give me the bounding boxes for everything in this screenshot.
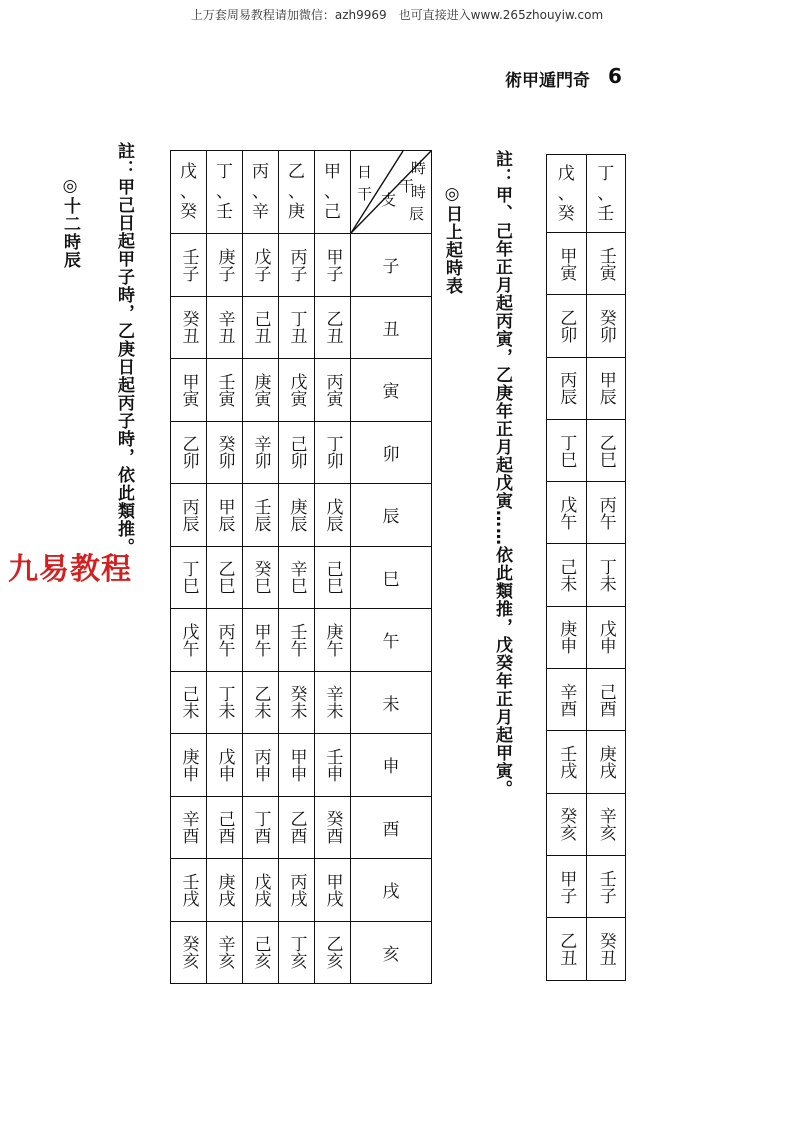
hour-cell [243, 796, 279, 859]
month-cell [586, 357, 626, 419]
corner-label-gan: 干 [399, 177, 415, 195]
month-stem-branch: 丁未 [595, 558, 616, 593]
day-stem-mark: 、 [216, 182, 233, 202]
day-stem-header-cell [279, 151, 315, 234]
month-stem-branch: 戊午 [556, 495, 577, 530]
hour-cell [207, 671, 243, 734]
hour-stem-branch: 乙亥 [322, 935, 343, 970]
corner-label-shi: 時 [411, 159, 427, 177]
hour-cell [279, 859, 315, 922]
month-cell [586, 855, 626, 917]
hour-branch-label: 戌 [382, 882, 400, 903]
section-twelve-title: ◎十二時辰 [60, 176, 80, 269]
month-cell [586, 233, 626, 295]
hour-stem-branch: 戊子 [250, 247, 271, 282]
hour-stem-branch: 辛巳 [286, 560, 307, 595]
hour-cell [243, 734, 279, 797]
hour-stem-branch: 己丑 [250, 310, 271, 345]
hour-cell [315, 609, 351, 672]
month-cell [586, 731, 626, 793]
month-row [547, 855, 626, 917]
month-row [547, 731, 626, 793]
month-stem-branch: 辛亥 [595, 807, 616, 842]
hour-stem-branch: 己亥 [250, 935, 271, 970]
month-cell [586, 482, 626, 544]
month-header-cell [547, 155, 587, 233]
month-stem-branch: 乙丑 [556, 931, 577, 966]
hour-cell [315, 921, 351, 984]
hour-cell [279, 671, 315, 734]
hour-row [171, 609, 432, 672]
month-stem-branch: 甲寅 [556, 246, 577, 281]
hour-cell [171, 484, 207, 547]
month-cell [547, 606, 587, 668]
hour-corner-cell [351, 151, 432, 234]
day-stem-bottom: 壬 [216, 202, 233, 222]
month-cell [547, 918, 587, 980]
hour-stem-branch: 壬寅 [214, 372, 235, 407]
month-cell [586, 606, 626, 668]
day-stem-mark: 、 [324, 182, 341, 202]
hour-cell [207, 609, 243, 672]
hour-cell [207, 796, 243, 859]
hour-stem-branch: 乙未 [250, 685, 271, 720]
month-cell [547, 669, 587, 731]
hour-stem-branch: 丙寅 [322, 372, 343, 407]
hour-stem-branch: 丁亥 [286, 935, 307, 970]
day-stem-top: 丙 [252, 162, 269, 182]
month-cell [586, 419, 626, 481]
hour-label-cell [351, 921, 432, 984]
hour-label-cell [351, 421, 432, 484]
month-cell [586, 669, 626, 731]
hour-stem-branch: 癸卯 [214, 435, 235, 470]
hour-cell [207, 484, 243, 547]
hour-cell [171, 671, 207, 734]
month-cell [586, 793, 626, 855]
day-stem-top: 甲 [324, 162, 341, 182]
hour-cell [207, 296, 243, 359]
note-month: 註：甲、己年正月起丙寅，乙庚年正月起戊寅……依此類推，戊癸年正月起甲寅。 [492, 150, 512, 798]
month-row [547, 357, 626, 419]
day-stem-top: 乙 [288, 162, 305, 182]
month-stem-table [546, 154, 626, 981]
hour-stem-branch: 甲子 [322, 247, 343, 282]
hour-row [171, 859, 432, 922]
day-stem-mark: 、 [180, 182, 197, 202]
hour-cell [171, 921, 207, 984]
running-title: 術甲遁門奇 [505, 71, 590, 91]
hour-cell [279, 921, 315, 984]
hour-stem-branch: 庚午 [322, 622, 343, 657]
corner-label-zhi: 支 [381, 191, 397, 209]
month-stem-branch: 壬寅 [595, 246, 616, 281]
month-cell [547, 793, 587, 855]
month-row [547, 544, 626, 606]
hour-stem-branch: 乙巳 [214, 560, 235, 595]
hour-row [171, 359, 432, 422]
hour-cell [207, 734, 243, 797]
hour-stem-branch: 癸丑 [178, 310, 199, 345]
hour-cell [243, 296, 279, 359]
hour-stem-branch: 壬戌 [178, 872, 199, 907]
month-cell [547, 295, 587, 357]
hour-row [171, 546, 432, 609]
hour-cell [243, 859, 279, 922]
hour-cell [315, 859, 351, 922]
month-header-mark: 、 [597, 183, 615, 204]
hour-cell [207, 359, 243, 422]
hour-cell [171, 296, 207, 359]
hour-stem-branch: 甲辰 [214, 497, 235, 532]
hour-stem-branch: 庚子 [214, 247, 235, 282]
hour-row [171, 296, 432, 359]
hour-branch-label: 寅 [382, 382, 400, 403]
hour-cell [279, 484, 315, 547]
hour-cell [315, 796, 351, 859]
hour-stem-branch: 辛酉 [178, 810, 199, 845]
month-cell [547, 357, 587, 419]
month-cell [586, 295, 626, 357]
month-header-bottom: 癸 [557, 203, 575, 224]
hour-stem-branch: 辛卯 [250, 435, 271, 470]
hour-cell [171, 859, 207, 922]
note-hour: 註：甲己日起甲子時，乙庚日起丙子時，依此類推。 [114, 142, 134, 556]
hour-stem-branch: 甲寅 [178, 372, 199, 407]
header-banner: 上万套周易教程请加微信：azh9969 也可直接进入www.265zhouyiw.com [190, 8, 604, 22]
hour-stem-branch: 己未 [178, 685, 199, 720]
corner-label-shi2: 時 [411, 183, 427, 201]
hour-cell [171, 546, 207, 609]
hour-stem-branch: 丁卯 [322, 435, 343, 470]
hour-stem-branch: 辛亥 [214, 935, 235, 970]
hour-stem-branch: 庚戌 [214, 872, 235, 907]
watermark: 九易教程 [8, 552, 132, 587]
hour-stem-branch: 庚寅 [250, 372, 271, 407]
hour-branch-label: 卯 [382, 444, 400, 465]
hour-cell [171, 234, 207, 297]
hour-branch-label: 巳 [382, 569, 400, 590]
hour-stem-branch: 壬申 [322, 747, 343, 782]
hour-stem-branch: 甲午 [250, 622, 271, 657]
hour-cell [315, 421, 351, 484]
hour-label-cell [351, 609, 432, 672]
month-cell [547, 482, 587, 544]
hour-stem-branch: 戊午 [178, 622, 199, 657]
hour-label-cell [351, 234, 432, 297]
hour-branch-label: 丑 [382, 319, 400, 340]
hour-stem-branch: 癸酉 [322, 810, 343, 845]
hour-cell [171, 359, 207, 422]
hour-stem-branch: 丙午 [214, 622, 235, 657]
hour-row [171, 921, 432, 984]
month-stem-branch: 己酉 [595, 682, 616, 717]
hour-stem-branch: 癸巳 [250, 560, 271, 595]
hour-cell [243, 546, 279, 609]
hour-stem-branch: 癸亥 [178, 935, 199, 970]
month-header-bottom: 壬 [597, 203, 615, 224]
day-hour-table [170, 150, 432, 984]
hour-row [171, 796, 432, 859]
hour-cell [279, 609, 315, 672]
month-row [547, 233, 626, 295]
hour-stem-branch: 丁未 [214, 685, 235, 720]
hour-stem-branch: 庚申 [178, 747, 199, 782]
hour-stem-branch: 辛丑 [214, 310, 235, 345]
month-stem-branch: 癸丑 [595, 931, 616, 966]
month-cell [547, 544, 587, 606]
hour-cell [315, 234, 351, 297]
hour-cell [279, 296, 315, 359]
hour-cell [243, 484, 279, 547]
month-row [547, 669, 626, 731]
hour-branch-label: 亥 [382, 944, 400, 965]
hour-stem-branch: 戊辰 [322, 497, 343, 532]
month-header-mark: 、 [557, 183, 575, 204]
month-stem-branch: 乙巳 [595, 433, 616, 468]
hour-cell [315, 671, 351, 734]
month-stem-branch: 乙卯 [556, 308, 577, 343]
hour-stem-branch: 戊寅 [286, 372, 307, 407]
hour-branch-label: 辰 [382, 507, 400, 528]
day-stem-header-cell [171, 151, 207, 234]
hour-label-cell [351, 359, 432, 422]
hour-branch-label: 申 [382, 757, 400, 778]
hour-row [171, 484, 432, 547]
month-row [547, 295, 626, 357]
hour-cell [171, 609, 207, 672]
hour-branch-label: 酉 [382, 819, 400, 840]
day-stem-top: 丁 [216, 162, 233, 182]
hour-cell [171, 421, 207, 484]
hour-stem-branch: 己卯 [286, 435, 307, 470]
month-row [547, 793, 626, 855]
hour-cell [315, 734, 351, 797]
day-stem-mark: 、 [252, 182, 269, 202]
month-header-top: 戊 [557, 163, 575, 184]
hour-cell [207, 859, 243, 922]
hour-label-cell [351, 796, 432, 859]
hour-row [171, 671, 432, 734]
hour-cell [243, 359, 279, 422]
hour-cell [315, 546, 351, 609]
hour-stem-branch: 乙卯 [178, 435, 199, 470]
hour-cell [315, 359, 351, 422]
section-day-title: ◎日上起時表 [442, 184, 462, 295]
month-stem-branch: 己未 [556, 558, 577, 593]
day-stem-bottom: 己 [324, 202, 341, 222]
hour-row [171, 734, 432, 797]
hour-stem-branch: 甲戌 [322, 872, 343, 907]
hour-cell [171, 734, 207, 797]
hour-cell [279, 796, 315, 859]
hour-stem-branch: 乙丑 [322, 310, 343, 345]
hour-label-cell [351, 484, 432, 547]
month-stem-branch: 壬子 [595, 869, 616, 904]
hour-branch-label: 午 [382, 632, 400, 653]
hour-cell [315, 296, 351, 359]
month-row [547, 482, 626, 544]
hour-stem-branch: 庚辰 [286, 497, 307, 532]
hour-stem-branch: 丙戌 [286, 872, 307, 907]
hour-cell [243, 234, 279, 297]
month-stem-branch: 丙辰 [556, 371, 577, 406]
hour-branch-label: 子 [382, 257, 400, 278]
hour-cell [207, 921, 243, 984]
hour-cell [243, 671, 279, 734]
month-stem-branch: 庚戌 [595, 745, 616, 780]
month-stem-branch: 癸亥 [556, 807, 577, 842]
hour-stem-branch: 己酉 [214, 810, 235, 845]
hour-stem-branch: 壬午 [286, 622, 307, 657]
hour-stem-branch: 丁酉 [250, 810, 271, 845]
day-stem-mark: 、 [288, 182, 305, 202]
corner-label-chen: 辰 [409, 205, 425, 223]
month-stem-branch: 丁巳 [556, 433, 577, 468]
hour-label-cell [351, 671, 432, 734]
hour-cell [207, 234, 243, 297]
hour-stem-branch: 丙辰 [178, 497, 199, 532]
hour-stem-branch: 乙酉 [286, 810, 307, 845]
month-stem-branch: 丙午 [595, 495, 616, 530]
hour-cell [171, 796, 207, 859]
hour-cell [279, 734, 315, 797]
hour-stem-branch: 戊申 [214, 747, 235, 782]
hour-label-cell [351, 734, 432, 797]
day-stem-header-cell [315, 151, 351, 234]
hour-cell [207, 421, 243, 484]
month-stem-branch: 癸卯 [595, 308, 616, 343]
month-cell [547, 731, 587, 793]
page-number: 6 [608, 64, 622, 88]
month-stem-branch: 戊申 [595, 620, 616, 655]
day-stem-bottom: 癸 [180, 202, 197, 222]
hour-stem-branch: 壬子 [178, 247, 199, 282]
hour-cell [279, 546, 315, 609]
hour-header-row [171, 151, 432, 234]
hour-stem-branch: 辛未 [322, 685, 343, 720]
hour-branch-label: 未 [382, 694, 400, 715]
month-stem-branch: 甲辰 [595, 371, 616, 406]
hour-cell [315, 484, 351, 547]
month-header-cell [586, 155, 626, 233]
hour-stem-branch: 戊戌 [250, 872, 271, 907]
month-cell [586, 544, 626, 606]
month-cell [586, 918, 626, 980]
hour-row [171, 234, 432, 297]
hour-stem-branch: 丙子 [286, 247, 307, 282]
month-row [547, 419, 626, 481]
month-cell [547, 233, 587, 295]
day-stem-header-cell [207, 151, 243, 234]
month-cell [547, 855, 587, 917]
month-row [547, 606, 626, 668]
month-stem-branch: 壬戌 [556, 745, 577, 780]
hour-cell [279, 421, 315, 484]
corner-label-gan2: 干 [357, 185, 373, 203]
hour-cell [279, 359, 315, 422]
hour-cell [243, 921, 279, 984]
hour-stem-branch: 癸未 [286, 685, 307, 720]
day-stem-header-cell [243, 151, 279, 234]
day-stem-top: 戊 [180, 162, 197, 182]
hour-label-cell [351, 546, 432, 609]
hour-stem-branch: 丁巳 [178, 560, 199, 595]
hour-stem-branch: 丙申 [250, 747, 271, 782]
day-stem-bottom: 庚 [288, 202, 305, 222]
hour-cell [243, 609, 279, 672]
month-header-row [547, 155, 626, 233]
hour-stem-branch: 丁丑 [286, 310, 307, 345]
month-stem-branch: 甲子 [556, 869, 577, 904]
hour-stem-branch: 己巳 [322, 560, 343, 595]
month-cell [547, 419, 587, 481]
hour-label-cell [351, 859, 432, 922]
hour-label-cell [351, 296, 432, 359]
corner-label-ri: 日 [357, 163, 373, 181]
hour-cell [207, 546, 243, 609]
hour-cell [279, 234, 315, 297]
hour-stem-branch: 甲申 [286, 747, 307, 782]
hour-cell [243, 421, 279, 484]
hour-stem-branch: 壬辰 [250, 497, 271, 532]
month-header-top: 丁 [597, 163, 615, 184]
month-stem-branch: 庚申 [556, 620, 577, 655]
month-stem-branch: 辛酉 [556, 682, 577, 717]
hour-row [171, 421, 432, 484]
day-stem-bottom: 辛 [252, 202, 269, 222]
month-row [547, 918, 626, 980]
